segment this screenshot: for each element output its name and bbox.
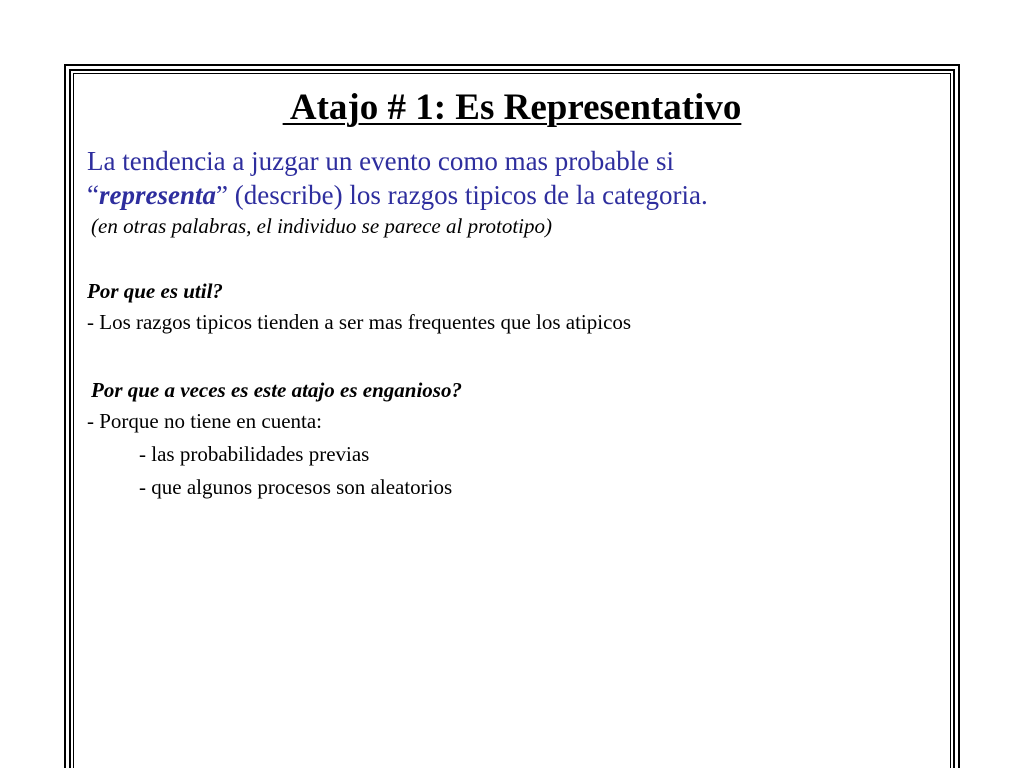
paraphrase-note: (en otras palabras, el individuo se parece al prototipo) xyxy=(91,214,552,238)
open-quote: “ xyxy=(87,180,99,210)
definition-line-2 xyxy=(87,178,937,212)
definition-keyword: representa xyxy=(98,180,216,210)
slide-content xyxy=(87,84,937,504)
question-why-misleading: Por que a veces es este atajo es enganioso? xyxy=(91,378,462,402)
definition-rest: ” (describe) los razgos tipicos de la categoria. xyxy=(215,180,708,210)
answer-why-useful: - Los razgos tipicos tienden a ser mas frequentes que los atipicos xyxy=(87,310,632,334)
definition-text xyxy=(87,144,937,212)
list-item: - las probabilidades previas xyxy=(139,442,370,466)
answer-why-misleading: - Porque no tiene en cuenta: xyxy=(87,409,322,433)
list-item: - que algunos procesos son aleatorios xyxy=(139,475,453,499)
slide-title: Atajo # 1: Es Representativo xyxy=(282,87,742,128)
question-why-useful: Por que es util? xyxy=(87,279,223,303)
definition-line-1: La tendencia a juzgar un evento como mas probable si xyxy=(87,146,675,176)
